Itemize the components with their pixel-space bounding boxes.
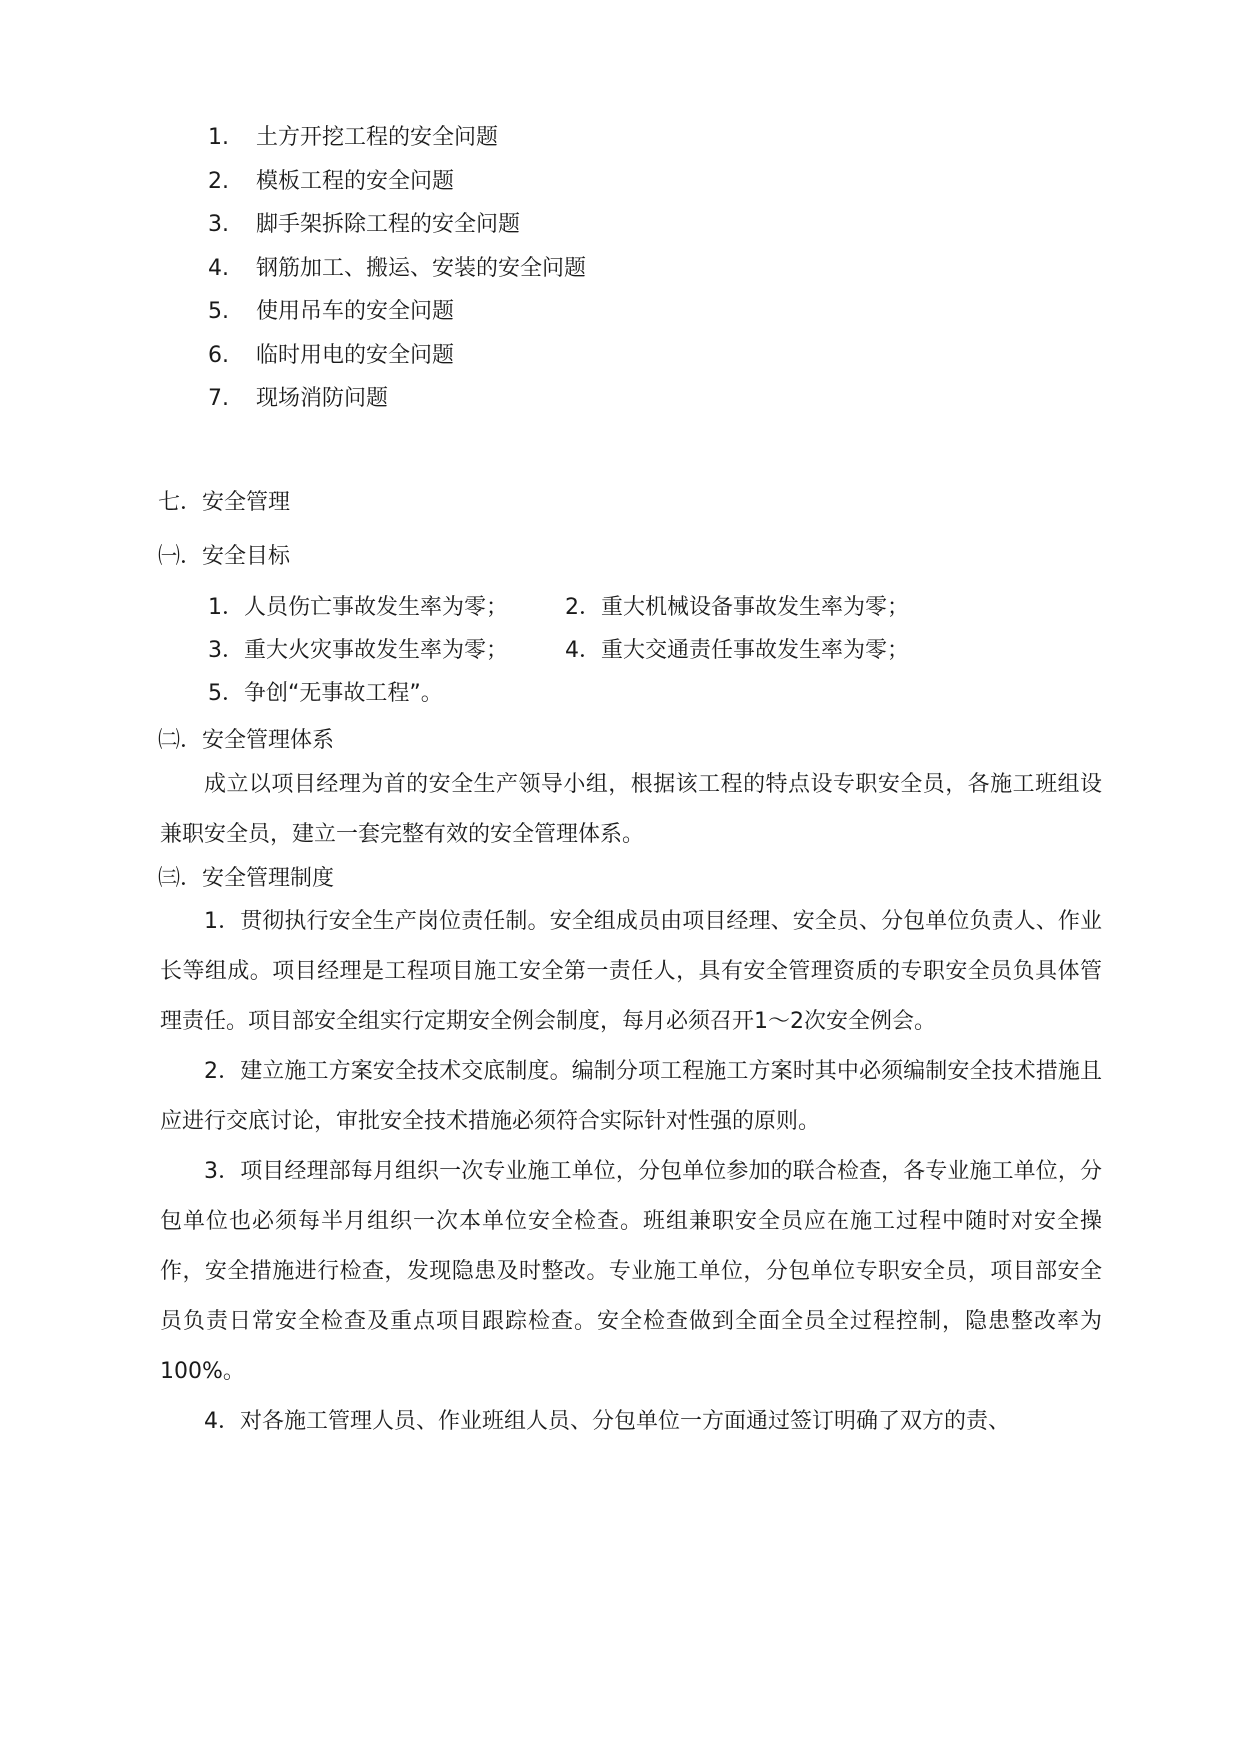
paragraph-text: 2．建立施工方案安全技术交底制度。编制分项工程施工方案时其中必须编制安全技术措施且应进行交底讨论，审批安全技术措施必须符合实际针对性强的原则。 bbox=[160, 1059, 1102, 1134]
goal-row bbox=[208, 597, 1148, 619]
paragraph-text: 1．贯彻执行安全生产岗位责任制。安全组成员由项目经理、安全员、分包单位负责人、作业长等组成。项目经理是工程项目施工安全第一责任人，具有安全管理资质的专职安全员负具体管理责任。项目部安全组实行定期安全例会制度，每月必须召开1～2次安全例会。 bbox=[160, 909, 1102, 1034]
paragraph bbox=[160, 760, 1102, 860]
section-title: 七．安全管理 bbox=[158, 490, 291, 515]
list-item: 3. 脚手架拆除工程的安全问题 bbox=[208, 212, 521, 237]
goal-item: 4．重大交通责任事故发生率为零； bbox=[565, 638, 909, 663]
goal-item: 1．人员伤亡事故发生率为零； bbox=[208, 595, 508, 620]
goal-item: 5．争创“无事故工程”。 bbox=[208, 681, 443, 706]
list-item: 6. 临时用电的安全问题 bbox=[208, 343, 455, 368]
list-item: 4. 钢筋加工、搬运、安装的安全问题 bbox=[208, 256, 587, 281]
list-item: 2. 模板工程的安全问题 bbox=[208, 169, 455, 194]
subsection-title: ㈢．安全管理制度 bbox=[158, 866, 335, 891]
list-item: 7. 现场消防问题 bbox=[208, 386, 389, 411]
list-item: 5. 使用吊车的安全问题 bbox=[208, 299, 455, 324]
list-item: 1. 土方开挖工程的安全问题 bbox=[208, 125, 499, 150]
goal-item: 3．重大火灾事故发生率为零； bbox=[208, 638, 508, 663]
subsection-title: ㈡．安全管理体系 bbox=[158, 728, 335, 753]
paragraph-text: 4．对各施工管理人员、作业班组人员、分包单位一方面通过签订明确了双方的责、 bbox=[204, 1409, 1010, 1434]
paragraph bbox=[160, 897, 1102, 1447]
paragraph-text: 成立以项目经理为首的安全生产领导小组，根据该工程的特点设专职安全员，各施工班组设兼职安全员，建立一套完整有效的安全管理体系。 bbox=[160, 772, 1102, 847]
paragraph-text: 3．项目经理部每月组织一次专业施工单位，分包单位参加的联合检查，各专业施工单位，分包单位也必须每半月组织一次本单位安全检查。班组兼职安全员应在施工过程中随时对安全操作，安全措施进行检查，发现隐患及时整改。专业施工单位，分包单位专职安全员，项目部安全员负责日常安全检查及重点项目跟踪检查。安全检查做到全面全员全过程控制，隐患整改率为100%。 bbox=[160, 1159, 1102, 1384]
goal-row bbox=[208, 640, 1148, 662]
subsection-title: ㈠．安全目标 bbox=[158, 544, 291, 569]
goal-item: 2．重大机械设备事故发生率为零； bbox=[565, 595, 909, 620]
